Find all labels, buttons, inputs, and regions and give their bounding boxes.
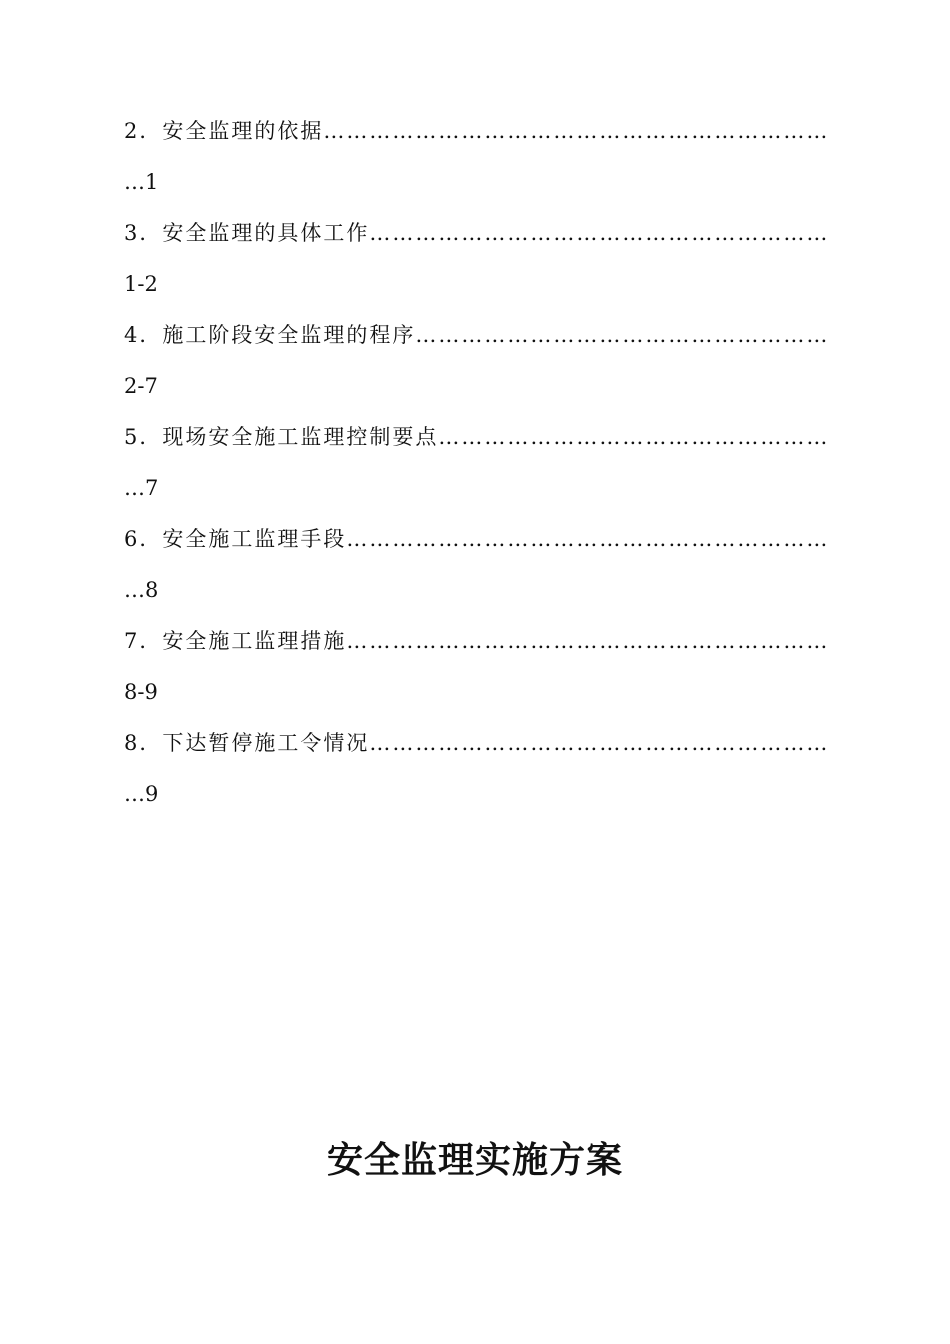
toc-entry-4 <box>124 316 848 418</box>
toc-entry-text: 6．安全施工监理手段……………………………………………………… <box>124 527 830 551</box>
toc-entry-page: 2-7 <box>124 374 158 398</box>
toc-entry-text: 8．下达暂停施工令情况…………………………………………………… <box>124 731 830 755</box>
toc-entry-page: …7 <box>124 476 159 500</box>
toc-entry-page: 8-9 <box>124 680 158 704</box>
toc-entry-page: 1-2 <box>124 272 158 296</box>
toc-entry-2 <box>124 112 848 214</box>
document-title: 安全监理实施方案 <box>326 1139 623 1181</box>
toc-entry-page: …9 <box>124 782 159 806</box>
toc-entry-5 <box>124 418 848 520</box>
table-of-contents <box>124 112 848 826</box>
toc-entry-text: 2．安全监理的依据………………………………………………………… <box>124 119 830 143</box>
toc-entry-6 <box>124 520 848 622</box>
toc-entry-3 <box>124 214 848 316</box>
toc-entry-text: 5．现场安全施工监理控制要点…………………………………………… <box>124 425 830 449</box>
toc-entry-text: 4．施工阶段安全监理的程序……………………………………………… <box>124 323 830 347</box>
toc-entry-text: 3．安全监理的具体工作…………………………………………………… <box>124 221 830 245</box>
toc-entry-7 <box>124 622 848 724</box>
toc-entry-text: 7．安全施工监理措施……………………………………………………… <box>124 629 830 653</box>
toc-entry-page: …8 <box>124 578 159 602</box>
toc-entry-8 <box>124 724 848 826</box>
toc-entry-page: …1 <box>124 170 159 194</box>
